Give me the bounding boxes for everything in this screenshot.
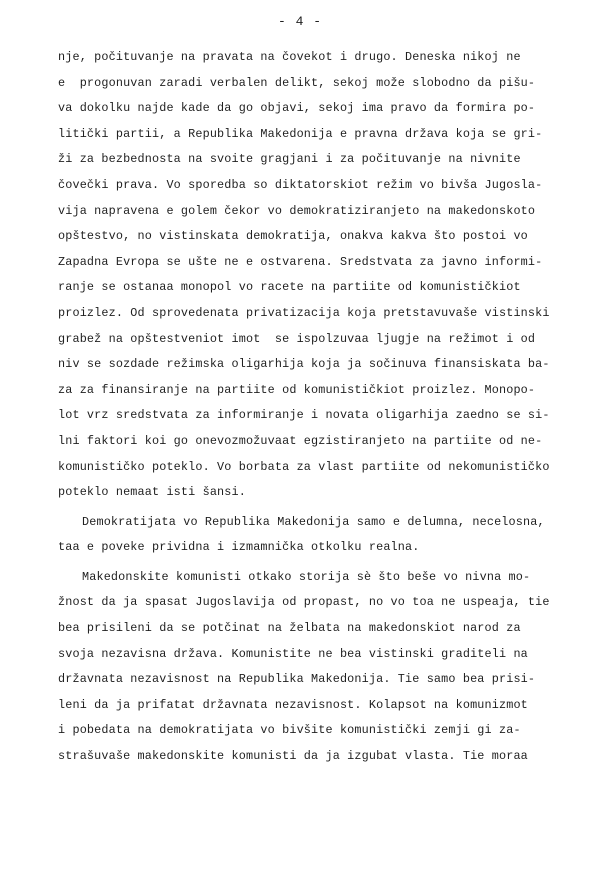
paragraph-2 bbox=[58, 515, 578, 566]
text-line: svoja nezavisna država. Komunistite ne bea vistinski graditeli na bbox=[58, 646, 528, 661]
text-line: vija napravena e golem čekor vo demokratiziranjeto na makedonskoto bbox=[58, 203, 536, 218]
text-line: čovečki prava. Vo sporedba so diktatorskiot režim vo bivša Jugosla- bbox=[58, 177, 543, 192]
paragraph-3 bbox=[58, 570, 578, 775]
text-line: taa e poveke prividna i izmamnička otkolku realna. bbox=[58, 540, 420, 555]
text-line: lni faktori koi go onevozmožuvaat egzistiranjeto na partiite od ne- bbox=[58, 433, 543, 448]
text-line: Zapadna Evropa se ušte ne e ostvarena. Sredstvata za javno informi- bbox=[58, 254, 543, 269]
text-line: ranje se ostanaa monopol vo racete na partiite od komunističkiot bbox=[58, 280, 521, 295]
text-line: ži za bezbednosta na svoite gragjani i za počituvanje na nivnite bbox=[58, 152, 521, 167]
text-line: e progonuvan zaradi verbalen delikt, sekoj može slobodno da pišu- bbox=[58, 75, 536, 90]
text-line: i pobedata na demokratijata vo bivšite komunistički zemji gi za- bbox=[58, 723, 521, 738]
text-line: lot vrz sredstvata za informiranje i novata oligarhija zaedno se si- bbox=[58, 408, 550, 423]
text-line: državnata nezavisnost na Republika Makedonija. Tie samo bea prisi- bbox=[58, 672, 536, 687]
text-line: za za finansiranje na partiite od komunističkiot proizlez. Monopo- bbox=[58, 382, 536, 397]
text-line: poteklo nemaat isti šansi. bbox=[58, 485, 246, 500]
text-line: opštestvo, no vistinskata demokratija, onakva kakva što postoi vo bbox=[58, 229, 528, 244]
text-line: proizlez. Od sprovedenata privatizacija koja pretstavuvaše vistinski bbox=[58, 305, 550, 320]
text-line: Demokratijata vo Republika Makedonija samo e delumna, necelosna, bbox=[82, 514, 545, 529]
text-line: niv se sozdade režimska oligarhija koja ja sočinuva finansiskata ba- bbox=[58, 357, 550, 372]
text-line: Makedonskite komunisti otkako storija sè što beše vo nivna mo- bbox=[82, 569, 531, 584]
text-line: litički partii, a Republika Makedonija e pravna država koja se gri- bbox=[58, 126, 543, 141]
page-number: - 4 - bbox=[277, 14, 322, 29]
text-line: va dokolku najde kade da go objavi, sekoj ima pravo da formira po- bbox=[58, 101, 536, 116]
paragraph-1 bbox=[58, 50, 578, 511]
text-line: žnost da ja spasat Jugoslavija od propast, no vo toa ne uspeaja, tie bbox=[58, 595, 550, 610]
text-line: leni da ja prifatat državnata nezavisnost. Kolapsot na komunizmot bbox=[58, 697, 528, 712]
text-line: grabež na opštestveniot imot se ispolzuvaa ljugje na režimot i od bbox=[58, 331, 536, 346]
text-line: komunističko poteklo. Vo borbata za vlast partiite od nekomunističko bbox=[58, 459, 550, 474]
text-line: nje, počituvanje na pravata na čovekot i drugo. Deneska nikoj ne bbox=[58, 50, 521, 64]
body-text bbox=[58, 50, 578, 775]
text-line: bea prisileni da se potčinat na želbata na makedonskiot narod za bbox=[58, 621, 521, 636]
text-line: strašuvaše makedonskite komunisti da ja izgubat vlasta. Tie moraa bbox=[58, 749, 528, 764]
